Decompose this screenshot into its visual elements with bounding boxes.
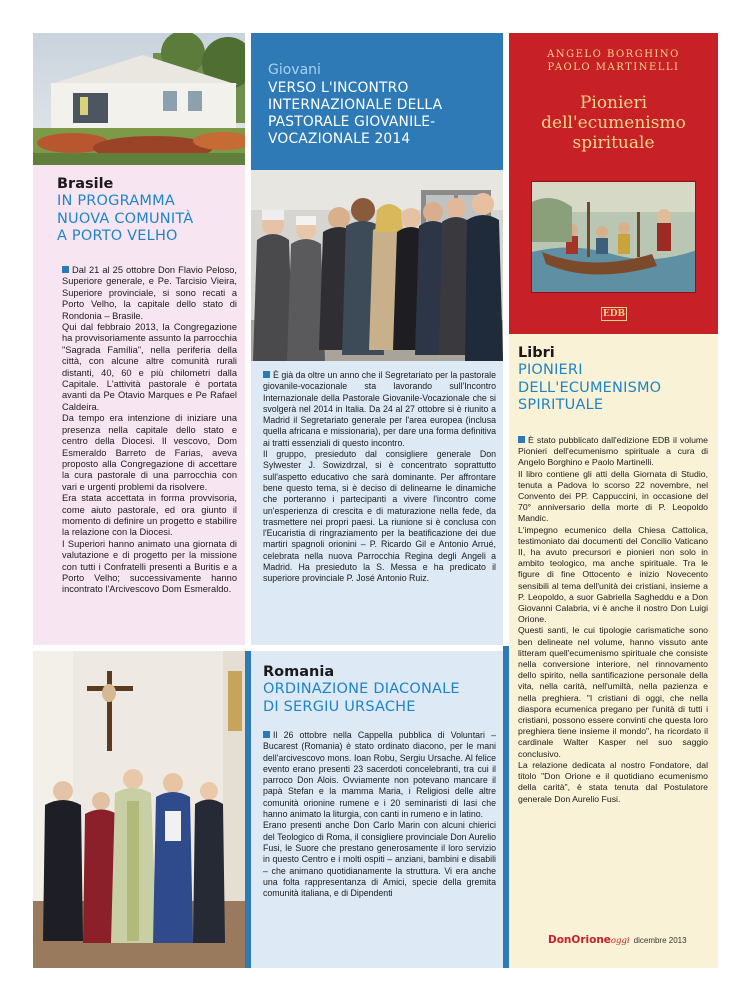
brasile-country-label: Brasile [57, 176, 114, 192]
libri-country-label: Libri [518, 345, 555, 361]
libri-headline [518, 362, 713, 415]
separator [245, 33, 251, 646]
book-publisher-logo: EDB [602, 309, 626, 319]
book-cover-painting [531, 181, 696, 293]
giovani-headline [268, 80, 498, 148]
brasile-church-photo [33, 33, 245, 165]
separator [33, 645, 503, 651]
libri-headline-line-1: PIONIERI [518, 362, 583, 378]
footer-brand-suffix: oggi [610, 936, 630, 946]
brasile-headline-line-3: A PORTO VELHO [57, 228, 178, 244]
footer-date: dicembre 2013 [633, 936, 687, 945]
footer-brand: DonOrione [548, 934, 611, 946]
romania-headline [263, 681, 498, 716]
libri-headline-line-2: DELL'ECUMENISMO [518, 379, 662, 396]
bullet-square-icon [62, 266, 69, 273]
giovani-body [263, 370, 496, 585]
book-title-line-3: spirituale [572, 133, 655, 153]
brasile-body [62, 265, 237, 596]
romania-country-label: Romania [263, 664, 335, 680]
paragraph: Da tempo era intenzione di iniziare una presenza nella capitale dello stato e centro della Diocesi. Il vescovo, Dom Esmeraldo Barreto de Farias, aveva proposto alla Congregazione di accettare la cura pastorale di una parrocchia con vari e urgenti problemi da risolvere. [62, 413, 237, 492]
bullet-square-icon [263, 731, 270, 738]
romania-headline-line-1: ORDINAZIONE DIACONALE [263, 681, 460, 697]
paragraph: Erano presenti anche Don Carlo Marin con alcuni chierici del Teologico di Roma, il consigliere provinciale Don Aurelio Fusi, le Suore che prestano generosamente il loro servizio in questo Centro e i molti ospiti – anziani, bambini e disabili – che animano quotidianamente la struttura. Vi era anche una folta rappresentanza di Amici, specie della gremita comunità italiana, e di Dipendenti [263, 820, 496, 899]
paragraph: Il 26 ottobre nella Cappella pubblica di Voluntari – Bucarest (Romania) è stato ordinato diacono, per le mani dell'arcivescovo mons. Ioan Robu, Sergiu Ursache. Al felice evento erano presenti 23 sacerdoti concelebranti, tra cui il parroco Don Alois. Ovviamente non potevano mancare il papà Stefan e la mamma Maria, i Religiosi delle altre comunità orionine rumene e i 20 seminaristi di Iasi che hanno animato la liturgia, con canti in rumeno e in latino. [263, 730, 496, 820]
libri-body [518, 435, 708, 805]
paragraph: Il gruppo, presieduto dal consigliere generale Don Sylwester J. Sowizdrzal, si è concentrato soprattutto sull'aspetto educativo che sarà dominante. Per affrontare bene questo tema, si è deciso di delinearne le dinamiche che porteranno i partecipanti a vivere l'incontro come un'esperienza di crescita e di maturazione nella fede, da trasmettere nei propri paesi. La riunione si è conclusa con l'Eucaristia di ringraziamento per la beatificazione dei due martiri spagnoli orionini – P. Ricardo Gil e Antonio Arrué, celebrata nella nuova Parrocchia Regina degli Angeli a Madrid. Ha presieduto la S. Messa e ha predicato il superiore provinciale P. José Antonio Ruiz. [263, 449, 496, 584]
brasile-headline-line-1: IN PROGRAMMA [57, 193, 175, 209]
separator [503, 33, 509, 646]
giovani-group-photo [251, 170, 503, 361]
libri-headline-line-3: SPIRITUALE [518, 397, 604, 413]
romania-ordination-photo [33, 651, 245, 968]
giovani-headline-line-3: PASTORALE GIOVANILE- [268, 114, 436, 130]
paragraph: Qui dal febbraio 2013, la Congregazione ha provvisoriamente assunto la parrocchia "Sagrada Família", nella periferia della città, con alcune altre comunità rurali distanti, 40, 60 e più chilometri dalla Capitale. L'attività pastorale è portata avanti da Pe Otavio Marques e Pe Rafael Caldeira. [62, 322, 237, 412]
giovani-headline-line-4: VOCAZIONALE 2014 [268, 131, 411, 147]
book-author-1: ANGELO BORGHINO [547, 49, 680, 60]
romania-body [263, 730, 496, 899]
romania-headline-line-2: DI SERGIU URSACHE [263, 698, 416, 715]
book-title-line-2: dell'ecumenismo [541, 113, 686, 133]
libri-article [518, 345, 713, 415]
giovani-headline-line-1: VERSO L'INCONTRO [268, 80, 409, 96]
paragraph: È già da oltre un anno che il Segretariato per la pastorale giovanile-vocazionale sta lavorando sull'Incontro Internazionale della Pastorale Giovanile-Vocazionale che si svolgerà nel 2014 in Italia. Da 24 al 27 ottobre si è riunito a Madrid il Segretariato generale per l'area europea (inclusa quella africana e missionaria), per dare una forma definitiva ai tratti essenziali di questo incontro. [263, 370, 496, 448]
blue-side-line [245, 646, 251, 968]
book-cover [509, 33, 718, 334]
page-footer [548, 930, 718, 948]
book-author-2: PAOLO MARTINELLI [547, 62, 680, 73]
bullet-square-icon [518, 436, 525, 443]
paragraph: È stato pubblicato dall'edizione EDB il volume Pionieri dell'ecumenismo spirituale a cura di Angelo Borghino e Paolo Martinelli. [518, 435, 708, 468]
brasile-article [57, 176, 237, 246]
giovani-header [268, 62, 498, 148]
paragraph: La relazione dedicata al nostro Fondatore, dal titolo "Don Orione e il quotidiano ecumenismo della carità", è stata tenuta dal Postulatore generale Don Aurelio Fusi. [518, 759, 708, 804]
brasile-headline [57, 193, 237, 246]
paragraph: L'impegno ecumenico della Chiesa Cattolica, testimoniato dai documenti del Concilio Vaticano II, ha avuto precursori e pionieri non solo in ambito teologico, ma anche spirituale. Tra le figure di fine Ottocento e inizio Novecento sensibili al tema dell'unità dei cristiani, insieme a P. Leopoldo, a suor Gabriella Sagheddu e a Don Giovanni Calabria, vi è anche il nostro Don Luigi Orione. [518, 524, 708, 625]
brasile-headline-line-2: NUOVA COMUNITÀ [57, 210, 194, 227]
giovani-kicker: Giovani [268, 62, 321, 78]
blue-side-line-right [503, 646, 509, 968]
book-authors [509, 48, 718, 74]
paragraph: I Superiori hanno animato una giornata di valutazione e di progetto per la missione con tutti i Confratelli presenti a Buritis e a Porto Velho; successivamente hanno incontrato l'Arcivescovo Dom Esmeraldo. [62, 538, 237, 595]
bullet-square-icon [263, 371, 270, 378]
book-title [509, 93, 718, 153]
giovani-headline-line-2: INTERNAZIONALE DELLA [268, 97, 443, 113]
paragraph: Questi santi, le cui tipologie carismatiche sono ben delineate nel volume, hanno vissuto ante litteram quell'ecumenismo spirituale che consiste nella conversione interiore, nel rinnovamento dello spirito, nella santificazione personale della vita, nella carità, nell'umiltà, nella pazienza e nella preghiera. "I cristiani di oggi, che nella diaspora ecumenica pregano per l'unità di tutti i cristiani, possono essere convinti che questa loro preghiera tiene insieme il mondo", ha ricordato il cardinale Walter Kasper nel suo saggio conclusivo. [518, 625, 708, 759]
romania-article [263, 664, 498, 716]
paragraph: Era stata accettata in forma provvisoria, come aiuto pastorale, ed ora giunto il momento di definire un progetto e stabilire la relazione con la Diocesi. [62, 493, 237, 538]
paragraph: Dal 21 al 25 ottobre Don Flavio Peloso, Superiore generale, e Pe. Tarcisio Vieira, Superiore provinciale, si sono recati a Porto Velho, la capitale dello stato di Rondonia – Brasile. [62, 265, 237, 321]
paragraph: Il libro contiene gli atti della Giornata di Studio, tenuta a Padova lo scorso 22 novembre, nel Convento dei PP. Cappuccini, in occasione del 70° anniversario della morte di P. Leopoldo Mandic. [518, 468, 708, 524]
book-title-line-1: Pionieri [579, 93, 648, 113]
